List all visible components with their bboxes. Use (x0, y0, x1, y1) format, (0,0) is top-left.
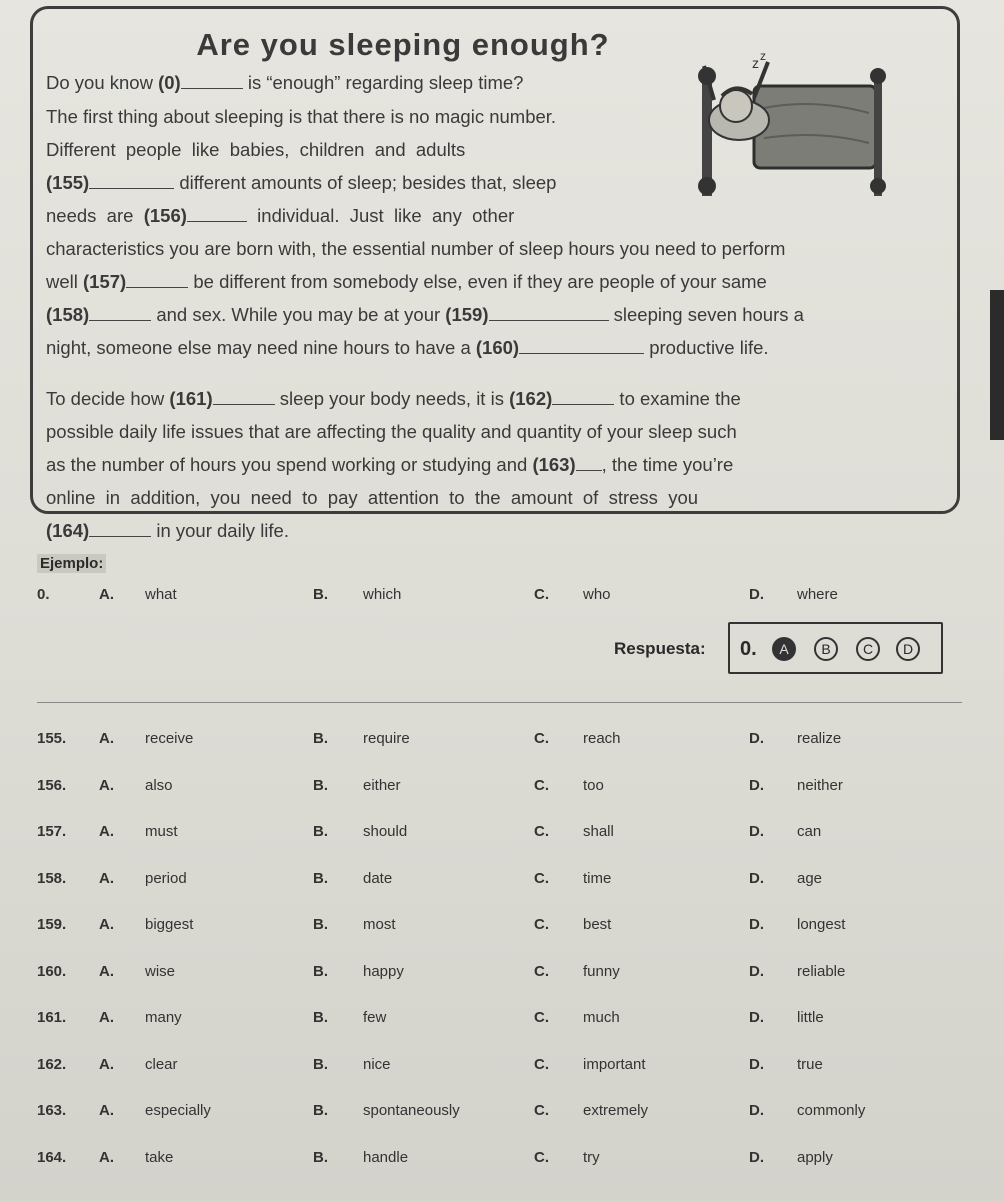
answer-blank (181, 70, 243, 89)
answer-label: Respuesta: (614, 639, 706, 658)
option-b: nice (363, 1055, 391, 1073)
option-c: best (583, 916, 612, 933)
question-number: 159. (37, 916, 67, 933)
question-marker: (0) (158, 72, 181, 93)
option-d: neither (797, 776, 843, 794)
option-letter: C. (534, 730, 549, 747)
option-letter: D. (749, 962, 764, 980)
option-letter: C. (534, 916, 549, 933)
passage-text: be different from somebody else, even if they are people of your same (188, 271, 767, 292)
question-row (37, 1149, 937, 1175)
passage-text: Different people like babies, children and adults (46, 139, 466, 160)
answer-bubble-d[interactable]: D (896, 637, 920, 661)
option-c: too (583, 776, 604, 794)
passage-text: well (46, 271, 84, 292)
option-c: reach (583, 730, 621, 747)
option-d: reliable (797, 962, 846, 980)
passage-text: online in addition, you need to pay attention to the amount of stress you (46, 487, 699, 508)
option-letter: C. (534, 962, 549, 980)
option-letter: B. (313, 1009, 328, 1026)
option-letter: B. (313, 823, 328, 840)
question-marker: (159) (445, 304, 489, 325)
passage-line (46, 415, 946, 449)
question-number: 156. (37, 776, 67, 794)
passage-text: characteristics you are born with, the essential number of sleep hours you need to perform (46, 238, 786, 259)
question-marker: (164) (46, 520, 90, 541)
passage-text: sleeping seven hours a (608, 304, 804, 325)
option-b: most (363, 916, 396, 933)
question-marker: (156) (143, 205, 187, 226)
option-b: require (363, 730, 410, 747)
passage-line (46, 331, 946, 365)
option-a: must (145, 823, 178, 840)
passage-line (46, 166, 666, 200)
passage-text: productive life. (644, 337, 769, 358)
option-d: age (797, 869, 823, 887)
zzz-icon: z (752, 55, 759, 71)
passage-text: sleep your body needs, it is (274, 388, 510, 409)
option-letter: A. (99, 916, 114, 933)
answer-blank (89, 518, 151, 537)
answer-blank (89, 302, 151, 321)
answer-blank (126, 269, 188, 288)
option-letter: A. (99, 776, 114, 794)
answer-blank (213, 386, 275, 405)
option-letter: D. (749, 1055, 764, 1073)
example-option-d: where (797, 586, 838, 603)
option-d: realize (797, 730, 842, 747)
question-row (37, 1102, 937, 1128)
option-letter: D. (749, 776, 764, 794)
option-letter: B. (313, 962, 328, 980)
question-row (37, 823, 937, 849)
passage-text: night, someone else may need nine hours to have a (46, 337, 476, 358)
question-number: 164. (37, 1148, 67, 1166)
sleeping-person-in-bed-icon (694, 48, 889, 198)
option-b: spontaneously (363, 1102, 460, 1119)
option-letter: A. (99, 962, 114, 980)
option-a: biggest (145, 916, 194, 933)
question-row (37, 730, 937, 756)
passage-text: and sex. While you may be at your (151, 304, 446, 325)
option-letter: C. (534, 823, 549, 840)
question-marker: (161) (169, 388, 213, 409)
example-option-c: who (583, 586, 611, 603)
answer-blank (576, 452, 602, 471)
answer-number: 0. (740, 638, 757, 660)
option-c: try (583, 1148, 600, 1166)
scroll-edge (990, 290, 1004, 440)
passage-line (46, 66, 666, 100)
example-row: 0. A. what B. which C. who D. where (37, 586, 838, 603)
option-a: also (145, 776, 173, 794)
option-letter: B. (313, 1102, 328, 1119)
option-a: receive (145, 730, 194, 747)
option-letter: D. (749, 916, 764, 933)
option-letter: B. (313, 1148, 328, 1166)
question-row (37, 916, 937, 942)
passage-line (46, 448, 946, 482)
question-row (37, 870, 937, 896)
option-letter: D. (749, 1102, 764, 1119)
passage-text: , the time you’re (601, 454, 734, 475)
answer-blank (89, 170, 174, 189)
passage-line (46, 298, 946, 332)
page-title: Are you sleeping enough? (196, 27, 610, 62)
passage-text: different amounts of sleep; besides that, sleep (174, 172, 557, 193)
option-letter: A. (99, 1055, 114, 1073)
passage-line (46, 265, 946, 299)
option-c: much (583, 1009, 620, 1026)
passage-text: individual. Just like any other (246, 205, 515, 226)
example-option-a: what (145, 586, 177, 603)
option-letter: A. (99, 1148, 114, 1166)
passage-line (46, 481, 946, 515)
option-letter: A. (99, 823, 114, 840)
option-c: funny (583, 962, 620, 980)
option-letter: D. (749, 1009, 764, 1026)
option-d: commonly (797, 1102, 866, 1119)
option-letter: B. (313, 869, 328, 887)
question-marker: (163) (532, 454, 576, 475)
passage-text: in your daily life. (151, 520, 289, 541)
option-b: happy (363, 962, 404, 980)
question-row (37, 1009, 937, 1035)
option-letter: A. (99, 730, 114, 747)
option-d: can (797, 823, 822, 840)
option-a: wise (145, 962, 176, 980)
option-letter: B. (313, 730, 328, 747)
question-marker: (157) (83, 271, 127, 292)
passage-text: possible daily life issues that are affecting the quality and quantity of your sleep such (46, 421, 737, 442)
question-row (37, 1056, 937, 1082)
option-a: many (145, 1009, 182, 1026)
question-marker: (155) (46, 172, 90, 193)
option-d: longest (797, 916, 846, 933)
passage-line (46, 100, 666, 134)
passage-text: is “enough” regarding sleep time? (242, 72, 524, 93)
passage-line (46, 133, 666, 167)
passage-line (46, 514, 946, 548)
passage-text: as the number of hours you spend working or studying and (46, 454, 533, 475)
answer-bubble-c[interactable]: C (856, 637, 880, 661)
passage-text: to examine the (614, 388, 741, 409)
question-row (37, 777, 937, 803)
option-d: true (797, 1055, 823, 1073)
option-a: especially (145, 1102, 211, 1119)
question-number: 158. (37, 869, 67, 887)
passage-text: To decide how (46, 388, 170, 409)
divider (37, 702, 962, 703)
passage-line (46, 232, 946, 266)
answer-blank (489, 302, 609, 321)
question-number: 162. (37, 1055, 67, 1073)
option-letter: B. (313, 1055, 328, 1073)
option-a: period (145, 869, 187, 887)
option-c: time (583, 869, 612, 887)
option-letter: C. (534, 1102, 549, 1119)
question-row (37, 963, 937, 989)
question-number: 161. (37, 1009, 67, 1026)
option-b: date (363, 869, 393, 887)
answer-blank (187, 203, 247, 222)
option-letter: A. (99, 1102, 114, 1119)
option-letter: B. (313, 776, 328, 794)
option-b: handle (363, 1148, 409, 1166)
option-letter: A. (99, 1009, 114, 1026)
option-letter: C. (534, 1055, 549, 1073)
option-letter: C. (534, 1009, 549, 1026)
option-c: shall (583, 823, 614, 840)
option-letter: C. (534, 776, 549, 794)
question-number: 155. (37, 730, 67, 747)
question-marker: (158) (46, 304, 90, 325)
option-b: either (363, 776, 401, 794)
example-label: Ejemplo: (37, 554, 106, 573)
option-d: little (797, 1009, 824, 1026)
question-marker: (160) (475, 337, 520, 358)
question-number: 160. (37, 962, 67, 980)
example-option-b: which (363, 586, 402, 603)
option-letter: C. (534, 869, 549, 887)
question-number: 157. (37, 823, 67, 840)
option-letter: A. (99, 869, 114, 887)
option-a: take (145, 1148, 174, 1166)
option-c: important (583, 1055, 646, 1073)
option-letter: D. (749, 730, 764, 747)
option-letter: C. (534, 1148, 549, 1166)
example-number: 0. (37, 586, 50, 603)
option-letter: D. (749, 823, 764, 840)
option-b: few (363, 1009, 387, 1026)
answer-bubble-b[interactable]: B (814, 637, 838, 661)
option-c: extremely (583, 1102, 649, 1119)
passage-text: Do you know (46, 72, 159, 93)
answer-blank (552, 386, 614, 405)
answer-blank (519, 335, 644, 354)
question-marker: (162) (509, 388, 553, 409)
option-letter: B. (313, 916, 328, 933)
answer-bubble-a[interactable]: A (772, 637, 796, 661)
passage-text: needs are (46, 205, 144, 226)
option-letter: D. (749, 1148, 764, 1166)
option-d: apply (797, 1148, 833, 1166)
option-letter: D. (749, 869, 764, 887)
option-a: clear (145, 1055, 178, 1073)
passage-line (46, 199, 666, 233)
passage-text: The first thing about sleeping is that there is no magic number. (46, 106, 557, 127)
passage-line (46, 382, 946, 416)
option-b: should (363, 823, 408, 840)
svg-text:z: z (760, 49, 766, 63)
question-number: 163. (37, 1102, 67, 1119)
